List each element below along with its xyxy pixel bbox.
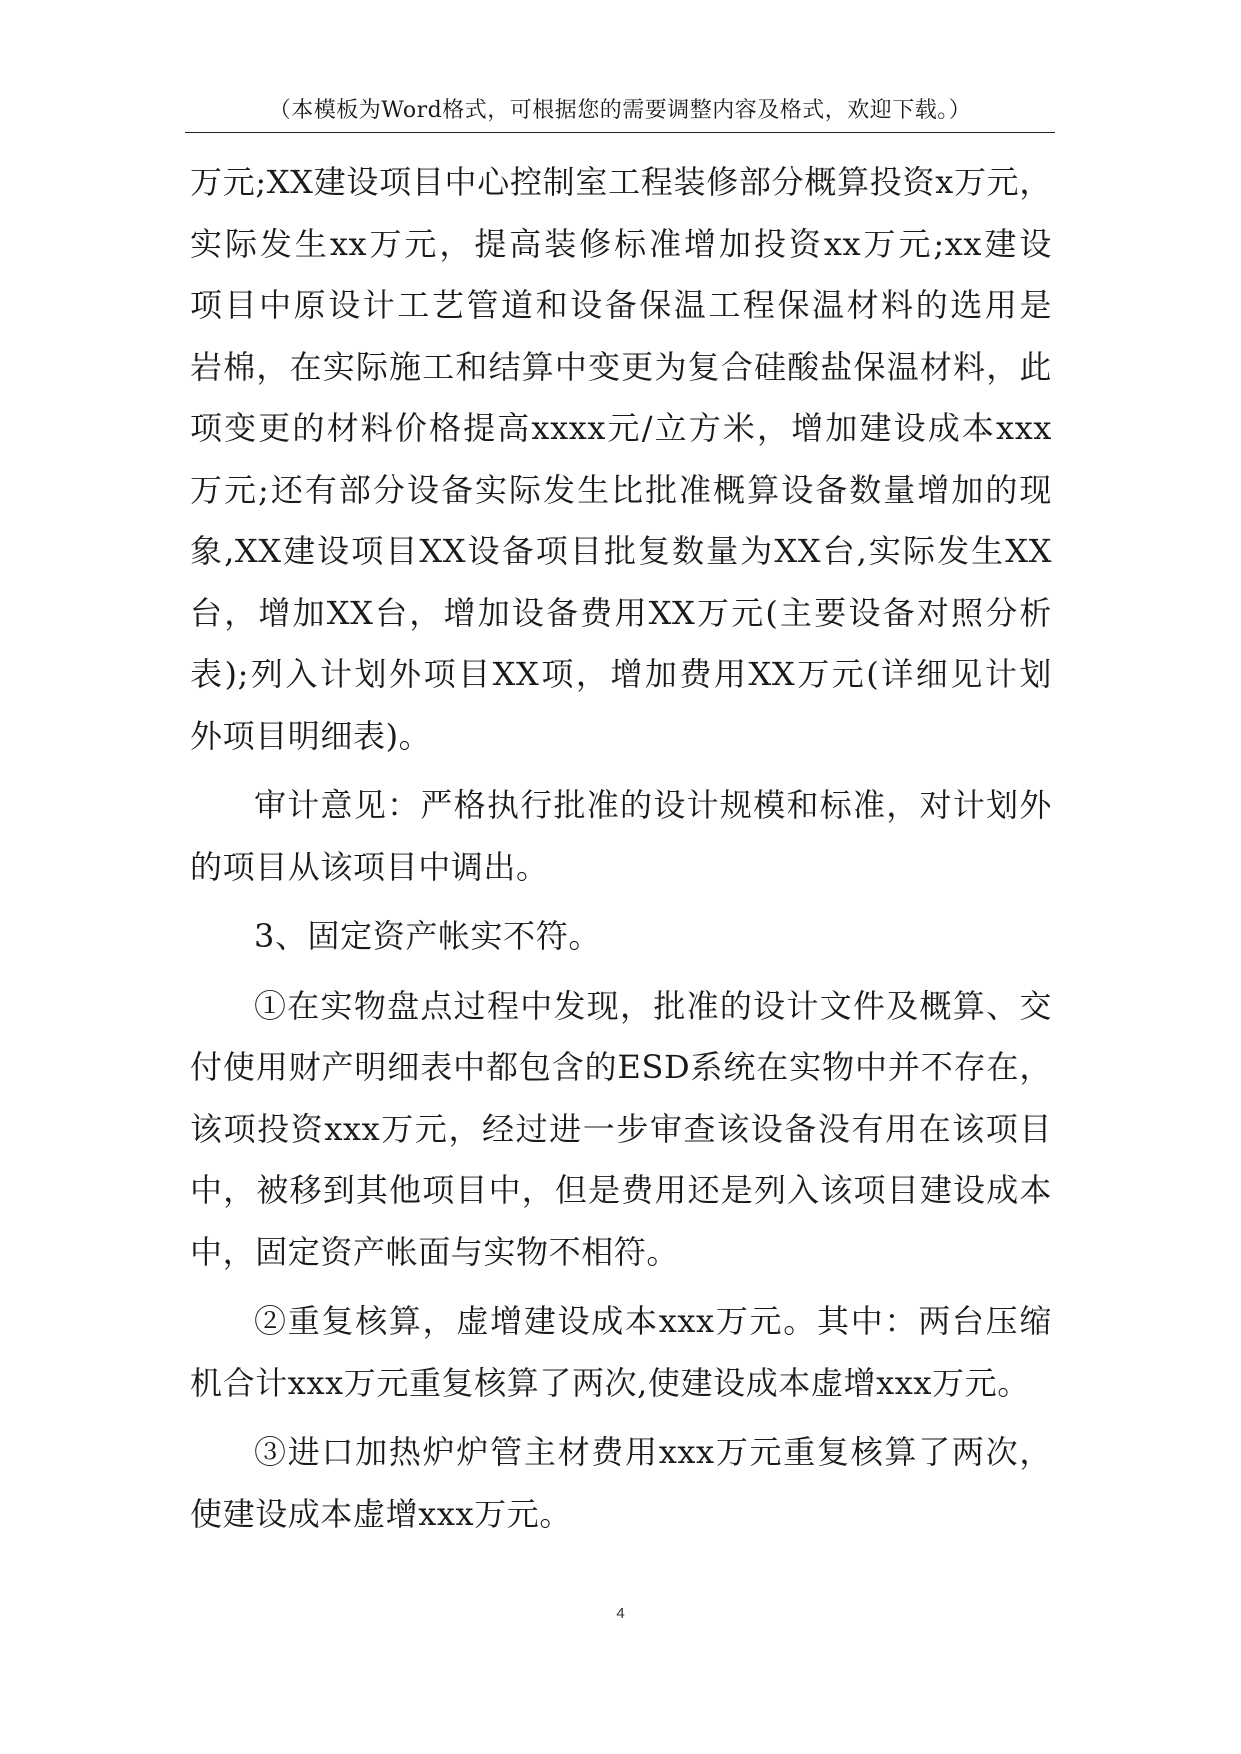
text-line: 象,XX建设项目XX设备项目批复数量为XX台,实际发生XX — [190, 532, 1052, 570]
text-line: 外项目明细表)。 — [190, 716, 432, 755]
paragraph — [190, 1291, 1052, 1414]
text-line: 该项投资xxx万元，经过进一步审查该设备没有用在该项目 — [190, 1109, 1052, 1148]
page-header: （本模板为Word格式，可根据您的需要调整内容及格式，欢迎下载。） — [268, 98, 972, 123]
paragraph-gap — [190, 968, 1052, 976]
paragraph — [190, 1422, 1052, 1545]
text-line: ②重复核算，虚增建设成本xxx万元。其中：两台压缩 — [254, 1302, 1052, 1340]
text-line: 中，固定资产帐面与实物不相符。 — [190, 1232, 680, 1271]
paragraph — [190, 152, 1052, 767]
text-line: 万元;还有部分设备实际发生比批准概算设备数量增加的现 — [190, 470, 1052, 509]
text-line: 机合计xxx万元重复核算了两次,使建设成本虚增xxx万元。 — [190, 1363, 1030, 1402]
text-line: 实际发生xx万元，提高装修标准增加投资xx万元;xx建设 — [190, 224, 1052, 263]
paragraph — [190, 976, 1052, 1284]
page-number: 4 — [616, 1605, 625, 1622]
paragraph-gap — [190, 1414, 1052, 1422]
document-body — [190, 152, 1052, 1545]
text-line: 项目中原设计工艺管道和设备保温工程保温材料的选用是 — [190, 286, 1052, 324]
text-line: 3、固定资产帐实不符。 — [254, 917, 601, 955]
paragraph — [190, 906, 1052, 968]
text-line: ①在实物盘点过程中发现，批准的设计文件及概算、交 — [254, 986, 1052, 1025]
paragraph-gap — [190, 767, 1052, 775]
paragraph-gap — [190, 1283, 1052, 1291]
text-line: 付使用财产明细表中都包含的ESD系统在实物中并不存在， — [190, 1048, 1052, 1086]
text-line: 台，增加XX台，增加设备费用XX万元(主要设备对照分析 — [190, 593, 1052, 632]
text-line: 的项目从该项目中调出。 — [190, 847, 549, 886]
text-line: ③进口加热炉炉管主材费用xxx万元重复核算了两次， — [254, 1433, 1052, 1471]
text-line: 中，被移到其他项目中，但是费用还是列入该项目建设成本 — [190, 1171, 1052, 1209]
text-line: 岩棉，在实际施工和结算中变更为复合硅酸盐保温材料，此 — [190, 347, 1052, 386]
paragraph — [190, 775, 1052, 898]
text-line: 表);列入计划外项目XX项，增加费用XX万元(详细见计划 — [190, 655, 1052, 693]
text-line: 万元;XX建设项目中心控制室工程装修部分概算投资x万元， — [190, 163, 1052, 201]
header-divider — [185, 132, 1055, 133]
paragraph-gap — [190, 898, 1052, 906]
text-line: 审计意见：严格执行批准的设计规模和标准，对计划外 — [254, 786, 1052, 824]
text-line: 项变更的材料价格提高xxxx元/立方米，增加建设成本xxx — [190, 409, 1052, 447]
text-line: 使建设成本虚增xxx万元。 — [190, 1494, 572, 1533]
